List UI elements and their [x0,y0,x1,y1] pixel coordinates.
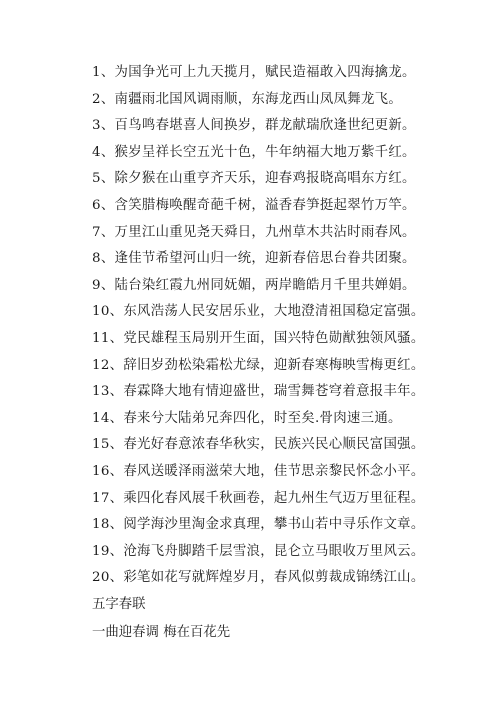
couplet-line: 16、春风送暖泽雨滋荣大地，佳节思亲黎民怀念小平。 [92,463,425,479]
couplet-line: 1、为国争光可上九天揽月，赋民造福敢入四海擒龙。 [92,65,416,80]
couplet-line: 10、东风浩荡人民安居乐业，大地澄清祖国稳定富强。 [92,304,425,320]
couplet-line: 6、含笑腊梅唤醒奇葩千树，溢香春笋挺起翠竹万竿。 [92,197,416,213]
couplet-line: 20、彩笔如花写就辉煌岁月，春风似剪裁成锦绣江山。 [92,570,425,586]
couplet-line: 12、辞旧岁劲松染霜松尤绿，迎新春寒梅映雪梅更红。 [92,357,425,373]
couplet-line: 2、南疆雨北国风调雨顺，东海龙西山凤凤舞龙飞。 [92,91,403,107]
couplet-list [92,60,492,592]
section-first-line: 一曲迎春调 梅在百花先 [92,625,231,640]
couplet-line: 17、乘四化春风展千秋画卷，起九州生气迈万里征程。 [92,490,425,506]
section-heading: 五字春联 [92,597,146,612]
couplet-line: 15、春光好春意浓春华秋实，民族兴民心顺民富国强。 [92,437,425,453]
couplet-line: 5、除夕猴在山重亨齐天乐，迎春鸡报晓高唱东方红。 [92,171,416,187]
couplet-line: 13、春霖降大地有情迎盛世，瑞雪舞苍穹着意报丰年。 [92,384,425,400]
couplet-line: 14、春来兮大陆弟兄奔四化，时至矣.骨肉速三通。 [92,410,402,426]
couplet-line: 18、阅学海沙里淘金求真理，攀书山若中寻乐作文章。 [92,517,425,533]
couplet-line: 4、猴岁呈祥长空五光十色，牛年纳福大地万紫千红。 [92,144,416,160]
couplet-line: 3、百鸟鸣春堪喜人间换岁，群龙献瑞欣逢世纪更新。 [92,118,416,134]
couplet-line: 19、沧海飞舟脚踏千层雪浪，昆仑立马眼收万里风云。 [92,543,425,559]
couplet-line: 9、陆台染红霞九州同妩媚，两岸瞻皓月千里共婵娟。 [92,277,416,293]
couplet-line: 8、逢佳节希望河山归一统，迎新春倍思台眷共团聚。 [92,251,416,267]
couplet-line: 7、万里江山重见尧天舜日，九州草木共沾时雨春风。 [92,224,416,240]
couplet-line: 11、党民雄程玉局别开生面，国兴特色勋猷独领风骚。 [92,330,425,346]
